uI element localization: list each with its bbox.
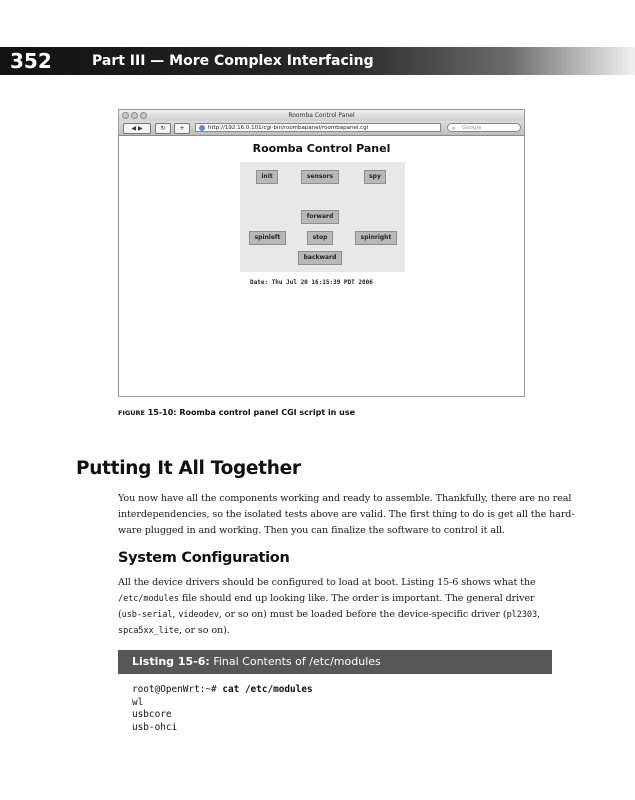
search-input[interactable] (447, 123, 521, 132)
spinleft-button[interactable]: spinleft (249, 231, 286, 245)
window-titlebar (119, 110, 524, 121)
code-line: usb-ohci (132, 721, 178, 733)
figure-caption (118, 408, 355, 417)
inline-code: videodev (178, 610, 219, 620)
site-globe-icon (199, 125, 205, 131)
caption-prefix: FIGURE (118, 409, 145, 417)
back-forward-button[interactable]: ◀ ▶ (123, 123, 151, 134)
listing-title-bar (118, 650, 552, 674)
init-button[interactable]: init (256, 170, 278, 184)
text-run: , (172, 609, 179, 620)
paragraph-line (118, 591, 558, 607)
spinright-button[interactable]: spinright (355, 231, 397, 245)
part-title: Part III — More Complex Interfacing (92, 53, 374, 69)
text-run: , or so on) must be loaded before the device-specific driver ( (218, 609, 507, 620)
inline-code: pl2303 (506, 610, 538, 620)
listing-label: Listing 15-6: (132, 655, 210, 668)
window-title: Roomba Control Panel (288, 112, 355, 119)
page-number: 352 (10, 49, 52, 73)
section-paragraph (118, 491, 575, 539)
inline-code: /etc/modules (118, 594, 179, 604)
code-line: wl (132, 696, 144, 708)
inline-code: usb-serial (121, 610, 173, 620)
subsection-heading: System Configuration (118, 550, 290, 566)
listing-caption: Final Contents of /etc/modules (213, 655, 381, 668)
stop-button[interactable]: stop (307, 231, 333, 245)
paragraph-line: ware plugged in and working. Then you can finalize the software to control it all. (118, 525, 505, 536)
spy-button[interactable]: spy (364, 170, 386, 184)
search-placeholder: Google (462, 125, 482, 131)
text-run: file should end up looking like. The order is important. The general driver (178, 593, 535, 604)
paragraph-line (118, 607, 558, 623)
code-listing (132, 684, 313, 734)
url-text: http://192.16.0.101/cgi-bin/roombapanel/roombapanel.cgi (208, 125, 369, 131)
text-run: , or so on). (178, 625, 230, 636)
text-run: ( (118, 609, 122, 620)
text-run: , (537, 609, 540, 620)
inline-code: spca5xx_lite (118, 626, 179, 636)
code-line: usbcore (132, 709, 172, 721)
section-heading: Putting It All Together (76, 458, 301, 479)
paragraph-line: All the device drivers should be configured to load at boot. Listing 15-6 shows what the (118, 577, 536, 588)
chapter-header-bar (0, 47, 635, 75)
control-panel (240, 162, 405, 272)
shell-prompt: root@OpenWrt:~# (132, 684, 223, 695)
date-readout: Date: Thu Jul 20 16:15:39 PDT 2006 (250, 279, 373, 286)
control-panel-heading: Roomba Control Panel (252, 142, 391, 155)
sensors-button[interactable]: sensors (301, 170, 339, 184)
backward-button[interactable]: backward (298, 251, 342, 265)
caption-number: 15-10: (147, 408, 177, 417)
shell-command: cat /etc/modules (222, 684, 313, 695)
paragraph-line: You now have all the components working and ready to assemble. Thankfully, there are no real (118, 493, 572, 504)
subsection-paragraph (118, 575, 558, 639)
url-input[interactable] (195, 123, 441, 132)
paragraph-line: interdependencies, so the isolated tests above are valid. The first thing to do is get all the hard- (118, 509, 575, 520)
caption-text: Roomba control panel CGI script in use (179, 408, 356, 417)
reload-button[interactable]: ↻ (155, 123, 171, 134)
paragraph-line (118, 623, 558, 639)
search-icon: ⌕ (452, 125, 456, 132)
figure-browser-window (118, 109, 525, 397)
add-bookmark-button[interactable]: + (174, 123, 190, 134)
browser-toolbar (119, 121, 524, 136)
forward-button[interactable]: forward (301, 210, 339, 224)
listing-title (132, 650, 381, 674)
